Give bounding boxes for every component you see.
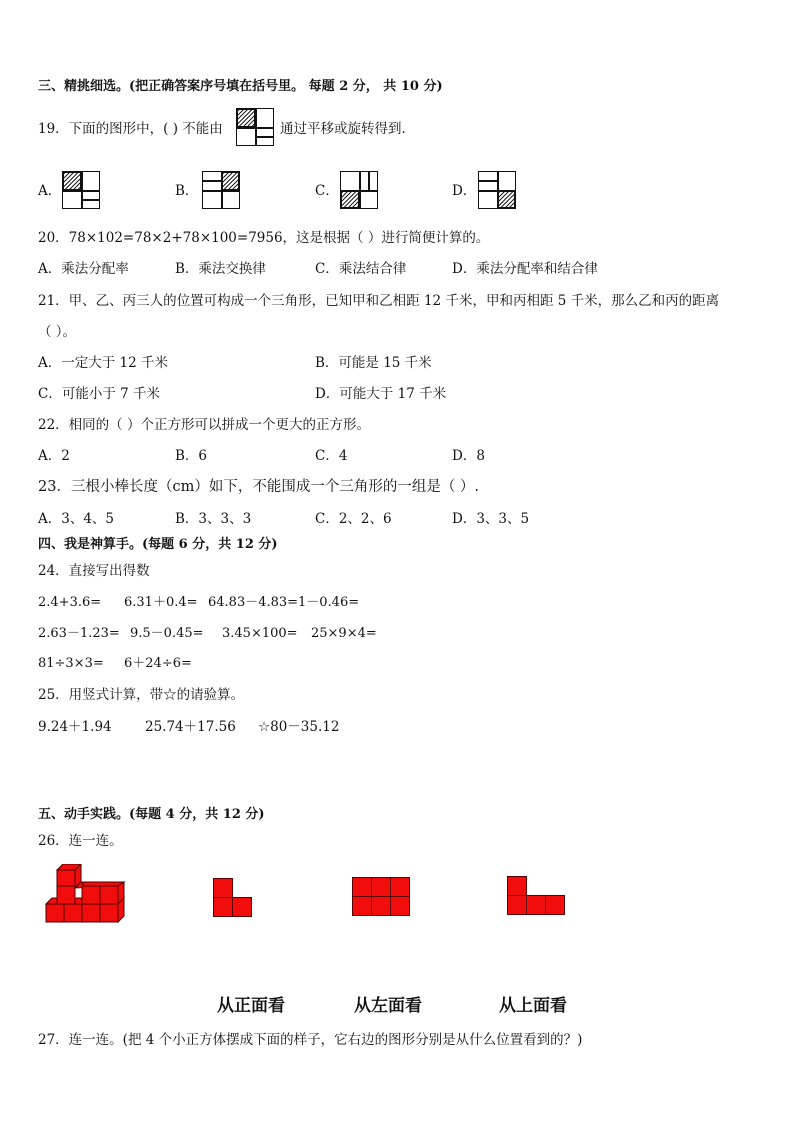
- q19-stem-pre: 19．下面的图形中，( ) 不能由: [38, 121, 223, 137]
- section-5-heading: 五、动手实践。(每题 4 分，共 12 分): [38, 807, 265, 822]
- q25-item-3: ☆80－35.12: [258, 719, 340, 735]
- q21-option-c[interactable]: C．可能小于 7 千米: [38, 386, 161, 402]
- q22-option-b[interactable]: B．6: [175, 448, 208, 464]
- q20-option-a[interactable]: A．乘法分配率: [38, 261, 129, 277]
- q19-option-d-label[interactable]: D．: [452, 183, 477, 199]
- q23-option-d[interactable]: D．3、3、5: [452, 511, 530, 527]
- q21-blank: （ ）。: [38, 324, 77, 340]
- q24-r2-c1: 2.63－1.23=: [38, 626, 120, 641]
- q24-r3-c2: 6＋24÷6=: [124, 656, 192, 671]
- q24-r2-c4: 25×9×4=: [311, 626, 377, 641]
- q23-option-b[interactable]: B．3、3、3: [175, 511, 252, 527]
- section-4-heading: 四、我是神算手。(每题 6 分，共 12 分): [38, 537, 278, 552]
- q19-option-b-label[interactable]: B．: [175, 183, 199, 199]
- q22-option-c[interactable]: C．4: [315, 448, 348, 464]
- q20-option-d[interactable]: D．乘法分配率和结合律: [452, 261, 598, 277]
- q24-r1-c1: 2.4+3.6=: [38, 595, 102, 610]
- q21-option-b[interactable]: B．可能是 15 千米: [315, 355, 432, 371]
- q22-option-d[interactable]: D．8: [452, 448, 485, 464]
- q27-stem: 27．连一连。(把 4 个小正方体摆成下面的样子，它右边的图形分别是从什么位置看到的？): [38, 1032, 583, 1048]
- q20-option-b[interactable]: B．乘法交换律: [175, 261, 266, 277]
- q23-option-a[interactable]: A．3、4、5: [38, 511, 115, 527]
- q19-stem-post: 通过平移或旋转得到．: [280, 121, 415, 137]
- q20-stem: 20．78×102=78×2+78×100=7956，这是根据（ ）进行简便计算的。: [38, 230, 490, 246]
- q23-stem: 23．三根小棒长度（cm）如下，不能围成一个三角形的一组是（ ）.: [38, 479, 480, 495]
- q19-option-c-label[interactable]: C．: [315, 183, 339, 199]
- q22-stem: 22．相同的（ ）个正方形可以拼成一个更大的正方形。: [38, 417, 370, 433]
- q22-option-a[interactable]: A．2: [38, 448, 70, 464]
- q21-stem: 21．甲、乙、丙三人的位置可构成一个三角形，已知甲和乙相距 12 千米，甲和丙相距 5 千米，那么乙和丙的距离: [38, 293, 720, 309]
- q24-r1-c4: 1－0.46=: [298, 595, 360, 610]
- q26-stem: 26．连一连。: [38, 833, 123, 849]
- q26-view-left[interactable]: 从左面看: [354, 996, 422, 1016]
- q24-r3-c1: 81÷3×3=: [38, 656, 104, 671]
- q24-r1-c2: 6.31＋0.4=: [124, 595, 198, 610]
- section-3-heading: 三、精挑细选。(把正确答案序号填在括号里。 每题 2 分， 共 10 分): [38, 79, 443, 94]
- q26-view-top[interactable]: 从上面看: [499, 996, 567, 1016]
- q25-item-2: 25.74＋17.56: [145, 719, 236, 735]
- q24-r2-c2: 9.5－0.45=: [130, 626, 204, 641]
- q26-view-front[interactable]: 从正面看: [217, 996, 285, 1016]
- q25-stem: 25．用竖式计算，带☆的请验算。: [38, 687, 245, 703]
- q21-option-a[interactable]: A．一定大于 12 千米: [38, 355, 169, 371]
- q24-r2-c3: 3.45×100=: [222, 626, 298, 641]
- q20-option-c[interactable]: C．乘法结合律: [315, 261, 407, 277]
- q24-r1-c3: 64.83－4.83=: [208, 595, 299, 610]
- q24-stem: 24．直接写出得数: [38, 563, 150, 579]
- q23-option-c[interactable]: C．2、2、6: [315, 511, 392, 527]
- q25-item-1: 9.24＋1.94: [38, 719, 112, 735]
- q26-cube-stack[interactable]: [44, 864, 126, 926]
- q19-option-a-label[interactable]: A．: [38, 183, 62, 199]
- q21-option-d[interactable]: D．可能大于 17 千米: [315, 386, 447, 402]
